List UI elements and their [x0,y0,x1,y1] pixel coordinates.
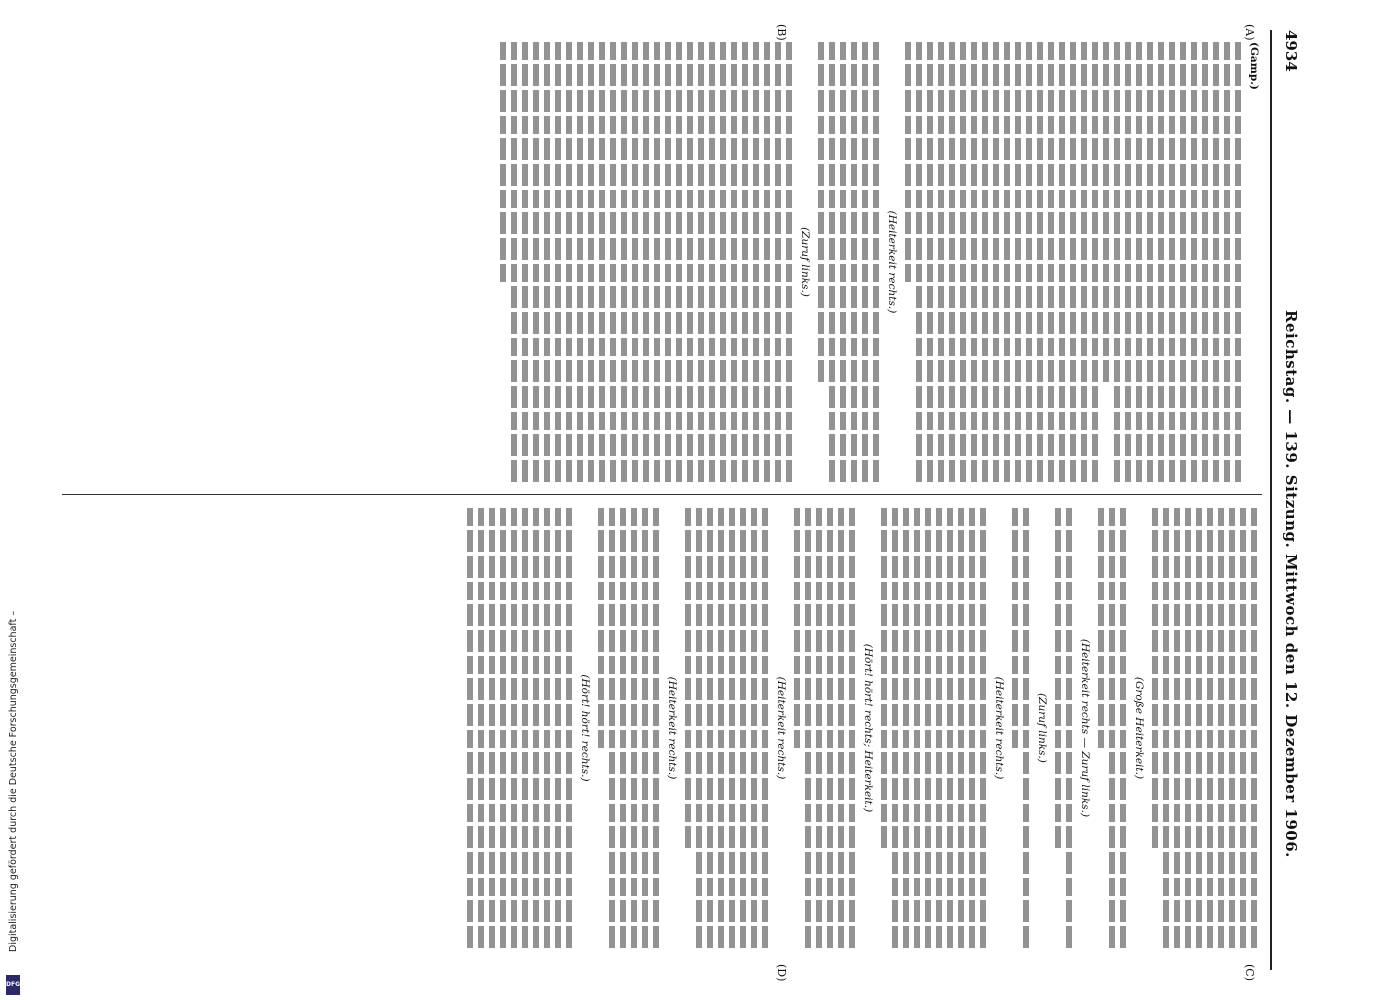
text-line [851,42,857,482]
margin-marker-d: (D) [775,964,788,982]
text-line [958,508,964,948]
text-line [1114,42,1120,482]
text-line [665,42,671,482]
text-line [642,508,648,948]
text-line [914,508,920,948]
text-line [555,508,561,948]
text-line [511,508,517,948]
text-line [816,508,822,948]
text-line [676,42,682,482]
text-line [653,508,659,948]
text-line [588,42,594,482]
text-line [720,42,726,482]
text-line [566,42,572,482]
column-divider [62,494,1262,495]
text-line [621,42,627,482]
text-line [1098,508,1104,750]
text-line [731,42,737,482]
text-line [696,508,702,948]
text-line [1180,42,1186,482]
text-line [938,42,944,482]
text-line [742,42,748,482]
interjection: (Große Heiterkeit.) [1133,676,1145,780]
text-line [1163,508,1169,948]
text-line [1120,508,1126,948]
text-line [762,508,768,948]
text-line [1207,508,1213,948]
text-line [982,42,988,482]
text-line [698,42,704,482]
text-line [687,42,693,482]
text-line [555,42,561,482]
interjection: (Heiterkeit rechts.) [666,676,678,780]
header-title: Reichstag. — 139. Sitzung. Mittwoch den 12. Dezember 1906. [1282,310,1300,858]
text-line [1152,508,1158,851]
text-line [1202,42,1208,482]
left-column [62,42,1262,482]
text-line [511,42,517,482]
text-line [1055,508,1061,851]
text-line [805,508,811,948]
text-line [1103,42,1109,385]
text-line [862,42,868,482]
text-line [1070,42,1076,482]
text-line [1224,42,1230,482]
text-line [577,42,583,482]
text-line [969,508,975,948]
text-line [903,508,909,948]
text-line [500,42,506,284]
text-line [840,42,846,482]
text-line [1015,42,1021,482]
text-line [1251,508,1257,948]
margin-marker-b: (B) [775,24,788,41]
digitization-credit: Digitalisierung gefördert durch die Deutsche Forschungsgemeinschaft – [8,610,19,952]
text-line [794,508,800,750]
text-line [764,42,770,482]
right-column [62,508,1262,948]
text-line [522,508,528,948]
interjection: (Hört! hört! rechts; Heiterkeit.) [862,643,874,813]
text-line [827,508,833,948]
text-line [818,42,824,385]
text-line [729,508,735,948]
text-line [533,508,539,948]
text-line [1169,42,1175,482]
interjection: (Heiterkeit rechts.) [886,210,898,314]
rotated-printed-sheet [48,20,1308,980]
text-line [892,508,898,948]
text-line [1012,508,1018,750]
speaker-name: (Gamp.) [1248,42,1260,90]
text-line [1048,42,1054,482]
text-line [609,508,615,948]
interjection: (Heiterkeit rechts — Zuruf links.) [1079,638,1091,818]
text-line [1191,42,1197,482]
text-line [1023,508,1029,948]
text-line [544,42,550,482]
text-line [1158,42,1164,482]
text-line [993,42,999,482]
text-line [1109,508,1115,948]
text-line [1196,508,1202,948]
text-line [971,42,977,482]
text-line [949,42,955,482]
text-line [654,42,660,482]
text-line [1004,42,1010,482]
text-line [829,42,835,482]
text-line [1174,508,1180,948]
text-line [1213,42,1219,482]
text-line [709,42,715,482]
margin-marker-a: (A) [1243,24,1256,41]
text-line [1240,508,1246,948]
text-line [925,508,931,948]
interjection: (Heiterkeit rechts.) [775,676,787,780]
text-line [566,508,572,948]
text-line [751,508,757,948]
text-line [599,42,605,482]
text-line [1218,508,1224,948]
interjection: (Zuruf links.) [799,227,811,297]
text-line [620,508,626,948]
text-line [522,42,528,482]
text-line [707,508,713,948]
margin-marker-c: (C) [1243,964,1256,981]
text-line [1185,508,1191,948]
text-line [1092,42,1098,482]
text-line [685,508,691,851]
text-line [753,42,759,482]
text-line [1059,42,1065,482]
text-line [927,42,933,482]
text-line [718,508,724,948]
text-line [740,508,746,948]
text-line [849,508,855,948]
text-line [936,508,942,948]
text-line [916,42,922,482]
text-line [980,508,986,948]
text-line [838,508,844,948]
text-line [598,508,604,750]
page-header [1274,30,1308,970]
text-line [960,42,966,482]
interjection: (Zuruf links.) [1036,693,1048,763]
text-line [1125,42,1131,482]
text-line [1136,42,1142,482]
text-line [775,42,781,482]
dfg-logo: DFG [6,975,20,995]
text-line [1026,42,1032,482]
text-line [544,508,550,948]
text-line [467,508,473,948]
header-rule [1270,30,1272,970]
digitization-credit-strip [2,0,22,1000]
text-line [643,42,649,482]
text-line [1081,42,1087,482]
text-line [489,508,495,948]
text-line [947,508,953,948]
text-line [1066,508,1072,948]
text-line [631,508,637,948]
text-line [478,508,484,948]
text-line [1147,42,1153,482]
text-line [905,42,911,284]
text-line [533,42,539,482]
interjection: (Hört! hört! rechts.) [579,674,591,782]
text-line [610,42,616,482]
text-line [1229,508,1235,948]
text-line [881,508,887,851]
page-number: 4934 [1282,30,1300,72]
interjection: (Heiterkeit rechts.) [993,676,1005,780]
text-line [500,508,506,948]
text-line [1037,42,1043,482]
text-line [632,42,638,482]
text-line [786,42,792,482]
text-line [873,42,879,482]
text-line [1235,42,1241,482]
